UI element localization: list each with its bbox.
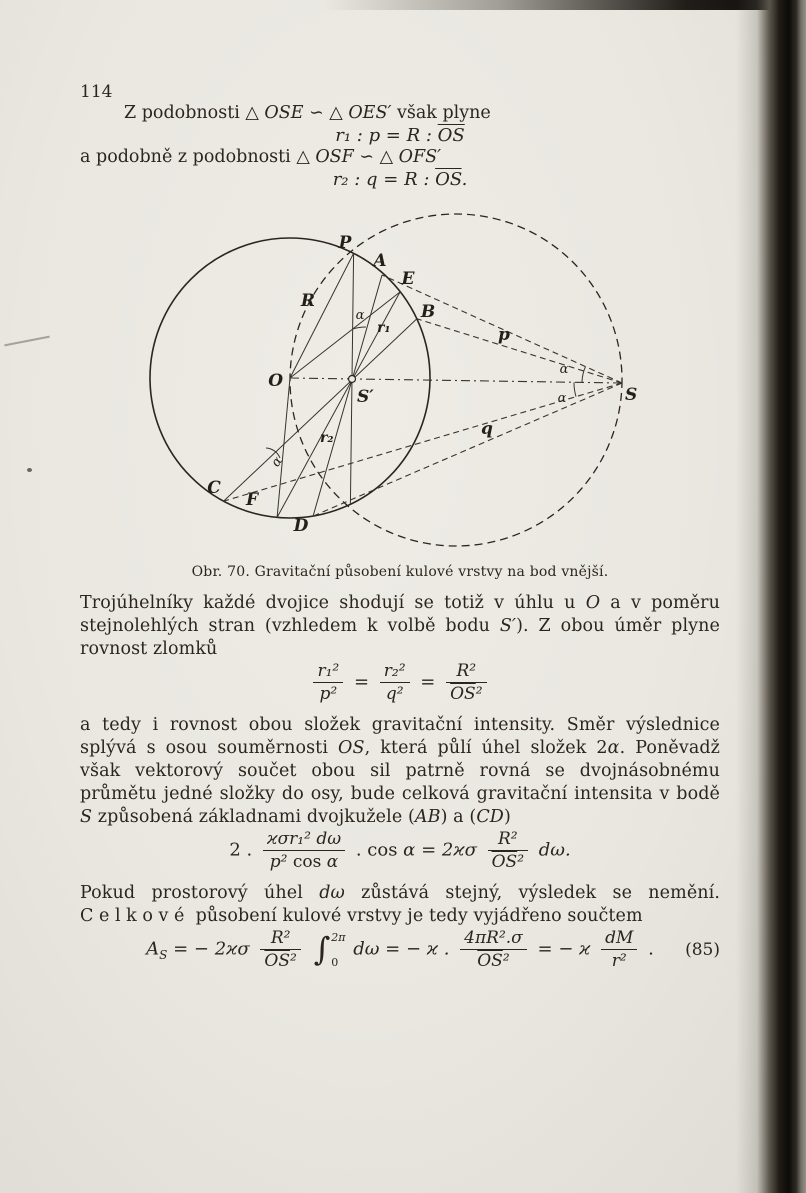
fraction-flux <box>263 829 345 872</box>
fraction-R-OS <box>446 661 486 704</box>
scan-top-shadow <box>0 0 806 10</box>
numerator: dM <box>601 928 637 950</box>
numerator: R² <box>260 928 300 950</box>
figure-labels <box>207 233 637 536</box>
label-A: A <box>373 251 387 271</box>
paragraph-solid-angle: Pokud prostorový úhel dω zůstává stejný, výsledek se nemění. Celkové působení kulové vrstvy je tedy vyjádřeno součtem <box>80 883 721 927</box>
label-R: R <box>300 291 316 311</box>
denominator: p² cos α <box>269 852 339 873</box>
denominator: $\overline{OS}^2$ <box>477 951 510 972</box>
alpha-symbol: α <box>403 839 416 861</box>
dot-operator: . <box>355 839 362 861</box>
point-S-prime-marker <box>349 376 356 383</box>
ratio-body: r₂ : q = R : <box>332 169 436 190</box>
equals-kappa: = − ϰ <box>537 938 591 960</box>
upper-limit: 2π <box>331 930 346 944</box>
coefficient: 2 . <box>229 839 253 861</box>
formula-ratio-1 <box>80 125 720 146</box>
label-E: E <box>401 269 415 289</box>
label-C: C <box>207 478 221 498</box>
equals-sign: = <box>421 839 437 861</box>
label-r2: r₂ <box>320 430 334 446</box>
ratio-body: r₁ : p = R : <box>335 125 438 146</box>
equals-sign: = <box>420 671 436 693</box>
period: . <box>461 169 468 190</box>
equals-coefficient: = − 2ϰσ <box>173 938 250 960</box>
denominator: q² <box>385 684 404 705</box>
label-D: D <box>293 516 309 536</box>
label-alpha-bottom: α <box>268 454 286 470</box>
label-q: q <box>481 419 493 439</box>
fraction-4piR2 <box>460 928 527 971</box>
fraction-r2-q <box>380 661 410 704</box>
label-alpha-lower: α <box>557 391 567 406</box>
label-p: p <box>498 325 510 345</box>
denominator: p² <box>319 684 338 705</box>
numerator: 4πR².σ <box>460 928 527 950</box>
paragraph-similarity-2: a podobně z podobnosti △ OSF ∽ △ OFS′ <box>80 147 442 167</box>
label-S: S <box>625 385 638 405</box>
fraction-R-OS <box>488 829 528 872</box>
formula-85 <box>80 928 720 971</box>
label-F: F <box>245 490 259 510</box>
domega-term: dω. <box>538 839 571 861</box>
numerator: R² <box>488 829 528 851</box>
numerator: r₂² <box>380 661 410 683</box>
coefficient-2ks: 2ϰσ <box>441 839 477 861</box>
denominator: $\overline{OS}^2$ <box>264 951 297 972</box>
label-O: O <box>268 371 283 391</box>
figure-caption: Obr. 70. Gravitační působení kulové vrstvy na bod vnější. <box>191 564 609 580</box>
overlined-OS: $\overline{OS}$ <box>435 169 462 190</box>
middle-term: dω = − ϰ . <box>353 938 450 960</box>
paragraph-similarity-1: Z podobnosti △ OSE ∽ △ OES′ však plyne <box>124 103 491 123</box>
cosine: cos <box>367 839 398 861</box>
scan-binding-shadow <box>736 0 806 1193</box>
fraction-R-OS <box>260 928 300 971</box>
A-subscript: S <box>159 948 168 963</box>
denominator: $\overline{OS}^2$ <box>450 684 483 705</box>
label-r1: r₁ <box>377 320 391 336</box>
fraction-dM-r2 <box>601 928 637 971</box>
equation-number: (85) <box>685 939 720 960</box>
paragraph-triangles: Trojúhelníky každé dvojice shodují se totiž v úhlu u O a v poměru stejnolehlých stran (vzhledem k volbě bodu S′). Z obou úměr plyne rovnost zlomků <box>80 593 720 659</box>
denominator: $\overline{OS}^2$ <box>491 852 525 873</box>
integral-limits <box>331 931 345 969</box>
scan-pencil-mark <box>4 336 50 347</box>
label-P: P <box>338 233 352 253</box>
numerator: ϰσr₁² dω <box>263 829 345 851</box>
label-B: B <box>420 302 436 322</box>
lower-limit: 0 <box>331 955 339 969</box>
integral-sign: ∫ <box>313 930 331 969</box>
scan-speck <box>27 468 32 472</box>
equals-sign: = <box>353 671 370 693</box>
numerator: R² <box>446 661 486 683</box>
numerator: r₁² <box>313 661 343 683</box>
A-symbol: A <box>146 938 160 960</box>
label-alpha-upper: α <box>559 362 569 377</box>
formula-equal-fractions <box>80 661 720 704</box>
integral <box>314 931 346 969</box>
page-content <box>80 0 720 971</box>
period: . <box>648 938 654 960</box>
fraction-r1-p <box>313 661 343 704</box>
label-alpha-apex: α <box>355 308 365 323</box>
formula-ratio-2 <box>80 169 720 190</box>
figure-70-diagram <box>80 206 720 556</box>
formula-projection <box>80 829 720 872</box>
overlined-OS: $\overline{OS}$ <box>437 125 465 146</box>
paragraph-intensity: a tedy i rovnost obou složek gravitační intensity. Směr výslednice splývá s osou souměrnosti OS, která půlí úhel složek 2α. Poněvadž však vektorový součet obou sil patrně rovná se dvojnásobnému průmětu jedné složky do osy, bude celková gravitační intensita v bodě S způsobená základnami dvojkužele (AB) a (CD) <box>80 715 720 828</box>
label-S-prime: S′ <box>357 387 374 407</box>
page-number: 114 <box>80 82 113 102</box>
axis-OS <box>290 378 622 383</box>
denominator: r² <box>611 951 627 972</box>
figure-70 <box>80 206 720 580</box>
